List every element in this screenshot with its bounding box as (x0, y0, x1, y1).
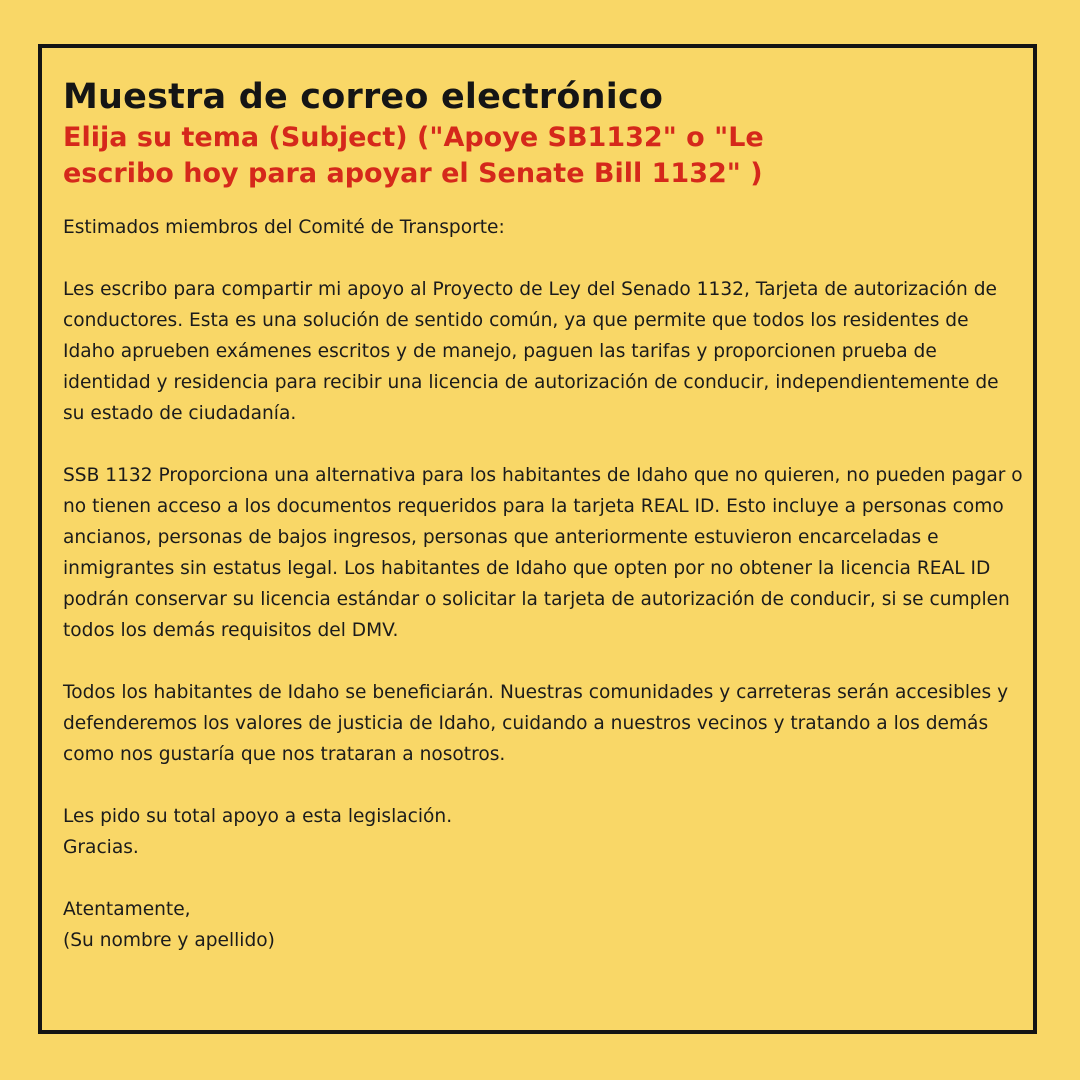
paragraph-alternative: SSB 1132 Proporciona una alternativa para los habitantes de Idaho que no quieren, no pueden pagar o no tienen acceso a los documentos requeridos para la tarjeta REAL ID. Esto incluye a personas como ancianos, personas de bajos ingresos, personas que anteriormente estuvieron encarceladas e inmigrantes sin estatus legal. Los habitantes de Idaho que opten por no obtener la licencia REAL ID podrán conservar su licencia estándar o solicitar la tarjeta de autorización de conducir, si se cumplen todos los demás requisitos del DMV. (63, 465, 1023, 641)
paragraph-support: Les escribo para compartir mi apoyo al Proyecto de Ley del Senado 1132, Tarjeta de autorización de conductores. Esta es una solución de sentido común, ya que permite que todos los residentes de Idaho aprueben exámenes escritos y de manejo, paguen las tarifas y proporcionen prueba de identidad y residencia para recibir una licencia de autorización de conducir, independientemente de su estado de ciudadanía. (63, 279, 999, 424)
subject-instruction: Elija su tema (Subject) ("Apoye SB1132" o "Le escribo hoy para apoyar el Senate Bill 1132" ) (63, 122, 764, 189)
salutation: Estimados miembros del Comité de Transporte: (63, 217, 505, 238)
thanks-line: Gracias. (63, 837, 139, 858)
email-body (63, 212, 1023, 956)
page-title: Muestra de correo electrónico (63, 77, 664, 117)
closing-line: Atentamente, (63, 899, 191, 920)
email-sample-card (63, 76, 1023, 956)
request-line: Les pido su total apoyo a esta legislación. (63, 806, 453, 827)
paragraph-benefits: Todos los habitantes de Idaho se beneficiarán. Nuestras comunidades y carreteras serán accesibles y defenderemos los valores de justicia de Idaho, cuidando a nuestros vecinos y tratando a los demás como nos gustaría que nos trataran a nosotros. (63, 682, 1009, 765)
signature-placeholder: (Su nombre y apellido) (63, 930, 275, 951)
